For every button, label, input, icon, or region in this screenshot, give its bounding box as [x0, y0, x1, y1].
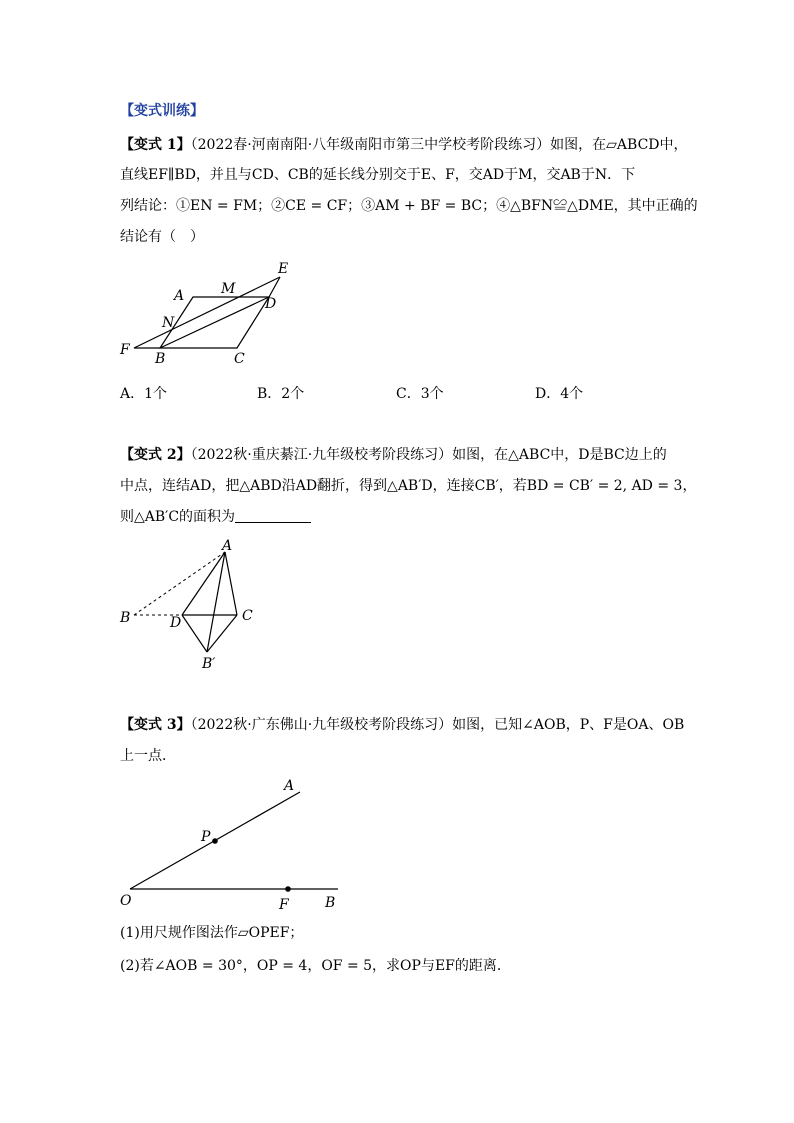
option-a: A．1个	[120, 386, 168, 402]
point-f	[285, 886, 291, 892]
label-f3: F	[279, 897, 289, 913]
label-b3: B	[325, 895, 336, 911]
label-e: E	[278, 261, 289, 277]
label-n: N	[162, 315, 175, 331]
section-title: 【变式训练】	[120, 103, 204, 119]
label-b-prime: B′	[202, 656, 216, 672]
label-p: P	[201, 829, 211, 845]
problem3-text1: （2022秋·广东佛山·九年级校考阶段练习）如图，已知∠AOB，P、F是OA、OB	[190, 717, 685, 733]
label-a3: A	[284, 778, 295, 794]
problem2-text3: 则△AB′C的面积为	[120, 509, 236, 525]
problem2-tag: 【变式 2】	[120, 447, 191, 463]
problem1-text1: （2022春·河南南阳·八年级南阳市第三中学校考阶段练习）如图，在▱ABCD中，	[190, 137, 688, 153]
label-a2: A	[222, 538, 233, 554]
problem1-tag: 【变式 1】	[120, 137, 191, 153]
problem3-tag: 【变式 3】	[120, 717, 191, 733]
label-c2: C	[242, 608, 253, 624]
label-m: M	[221, 281, 236, 297]
label-o: O	[120, 893, 132, 909]
problem1-line3: 列结论：①EN = FM；②CE = CF；③AM + BF = BC；④△BFN≌△DME，其中正确的	[120, 198, 698, 214]
problem2-text1: （2022秋·重庆綦江·九年级校考阶段练习）如图，在△ABC中，D是BC边上的	[190, 447, 667, 463]
problem3-q2: (2)若∠AOB = 30°，OP = 4，OF = 5，求OP与EF的距离．	[120, 958, 511, 974]
problem2-line2: 中点，连结AD，把△ABD沿AD翻折，得到△AB′D，连接CB′，若BD = CB′ = 2, AD = 3，	[120, 478, 697, 494]
option-d: D．4个	[535, 386, 584, 402]
option-c: C．3个	[396, 386, 444, 402]
point-p	[212, 838, 218, 844]
label-c: C	[234, 351, 245, 367]
label-a: A	[174, 288, 185, 304]
problem1-line2: 直线EF∥BD，并且与CD、CB的延长线分别交于E、F，交AD于M，交AB于N．下	[120, 167, 636, 183]
problem3-q1: (1)用尺规作图法作▱OPEF；	[120, 925, 304, 941]
problem3-line2: 上一点．	[120, 748, 176, 764]
label-b: B	[155, 351, 166, 367]
label-b2: B	[120, 610, 131, 626]
label-f: F	[120, 342, 130, 358]
problem1-line4: 结论有（ ）	[120, 229, 204, 245]
label-d2: D	[170, 615, 182, 631]
label-d: D	[265, 296, 277, 312]
option-b: B．2个	[257, 386, 305, 402]
